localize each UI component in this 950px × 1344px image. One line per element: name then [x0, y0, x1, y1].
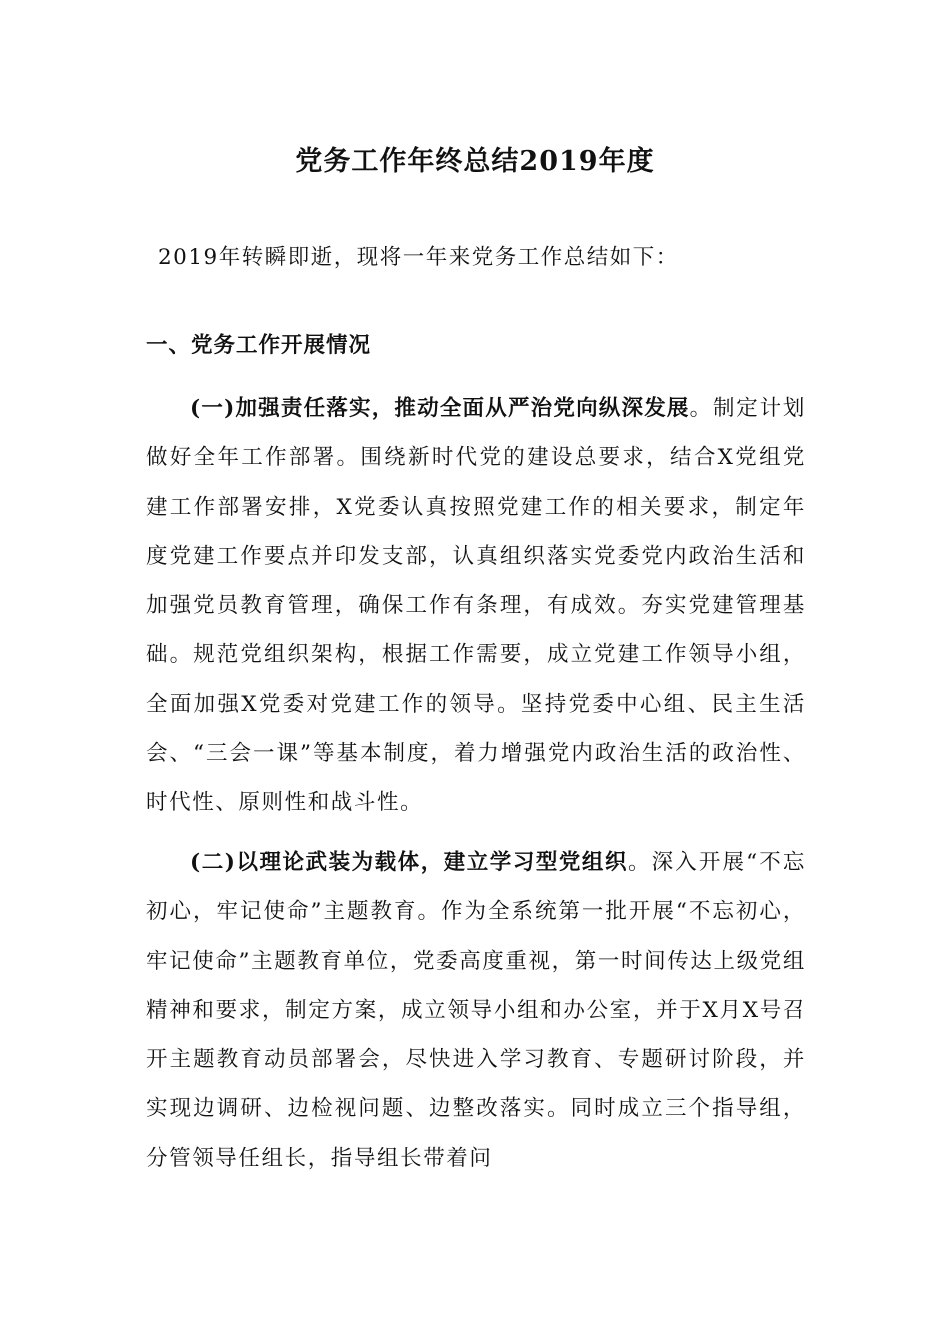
- intro-paragraph: 2019年转瞬即逝，现将一年来党务工作总结如下：: [158, 245, 679, 270]
- paragraph-2-body: 。深入开展“不忘初心，牢记使命”主题教育。作为全系统第一批开展“不忘初心，牢记使命”主题教育单位，党委高度重视，第一时间传达上级党组精神和要求，制定方案，成立领导小组和办公室，并于X月X号召开主题教育动员部署会，尽快进入学习教育、专题研讨阶段，并实现边调研、边检视问题、边整改落实。同时成立三个指导组，分管领导任组长，指导组长带着问: [146, 850, 806, 1171]
- paragraph-1-body: 。制定计划做好全年工作部署。围绕新时代党的建设总要求，结合X党组党建工作部署安排，X党委认真按照党建工作的相关要求，制定年度党建工作要点并印发支部，认真组织落实党委党内政治生活和加强党员教育管理，确保工作有条理，有成效。夯实党建管理基础。规范党组织架构，根据工作需要，成立党建工作领导小组，全面加强X党委对党建工作的领导。坚持党委中心组、民主生活会、“三会一课”等基本制度，着力增强党内政治生活的政治性、时代性、原则性和战斗性。: [146, 396, 806, 816]
- paragraph-1: [146, 384, 806, 828]
- document-title: 党务工作年终总结2019年度: [295, 146, 655, 177]
- paragraph-1-lead: (一)加强责任落实，推动全面从严治党向纵深发展: [190, 396, 690, 421]
- paragraph-2-lead: (二)以理论武装为载体，建立学习型党组织: [190, 850, 628, 875]
- paragraph-2: [146, 838, 806, 1183]
- section-heading-1: 一、党务工作开展情况: [146, 333, 372, 358]
